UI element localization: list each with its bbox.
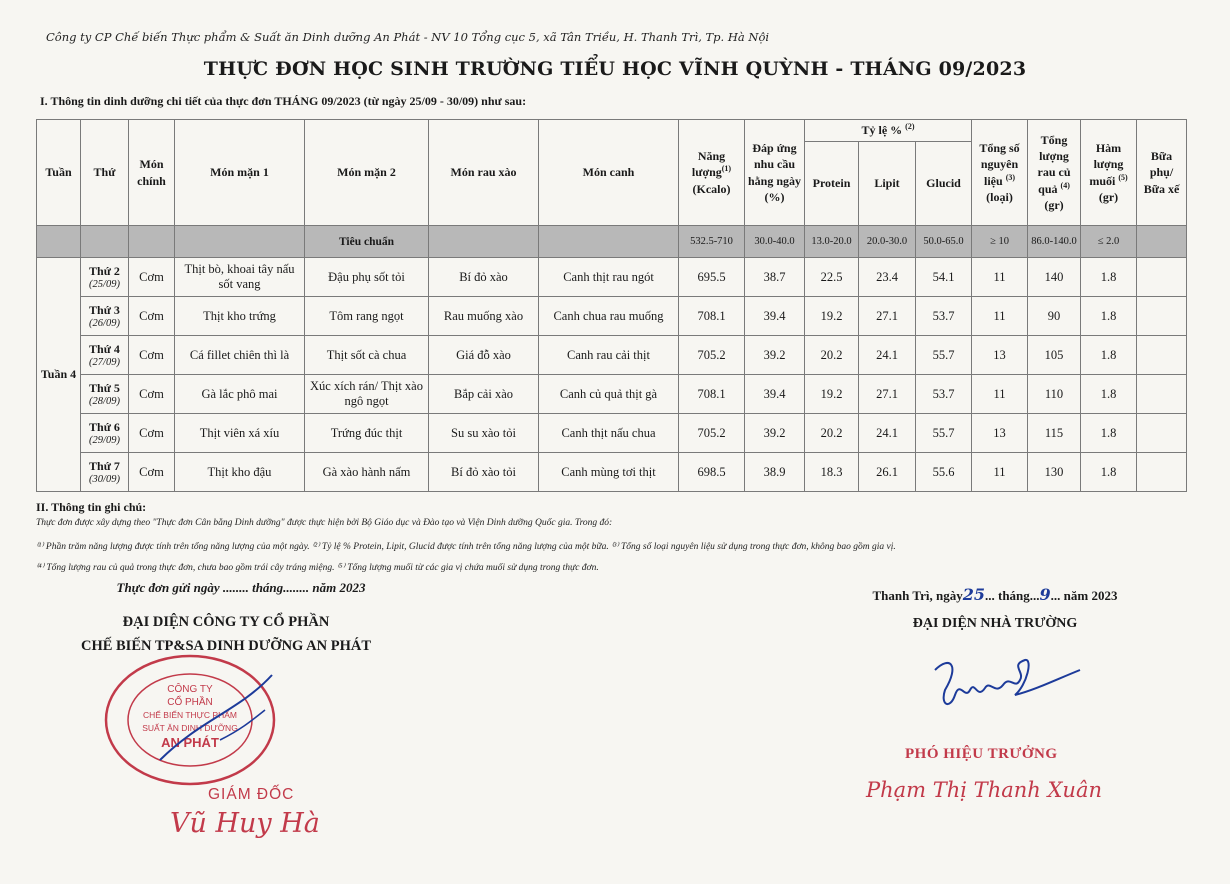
note-intro: Thực đơn được xây dựng theo "Thực đơn Cân bằng Dinh dưỡng" được thực hiện bởi Bộ Giáo dục và Đào tạo và Viện Dinh dưỡng Quốc gia. Trong đó: [36, 518, 613, 528]
day-cell: Thứ 3 (26/09) [81, 297, 129, 336]
ingredient-count-cell: 11 [972, 258, 1028, 297]
table-row [37, 414, 1187, 453]
svg-text:SUẤT ĂN DINH DƯỠNG: SUẤT ĂN DINH DƯỠNG [142, 723, 238, 733]
lipit-cell: 26.1 [859, 453, 916, 492]
stir-fry-vegetable-cell: Bí đỏ xào tỏi [429, 453, 539, 492]
company-stamp [100, 650, 280, 790]
menu-table [36, 119, 1187, 492]
header-mon-man-1: Món mặn 1 [175, 120, 305, 226]
savory-dish-2-cell: Tôm rang ngọt [305, 297, 429, 336]
stir-fry-vegetable-cell: Su su xào tỏi [429, 414, 539, 453]
glucid-cell: 55.7 [916, 336, 972, 375]
vegetable-amount-cell: 105 [1028, 336, 1081, 375]
main-dish-cell: Cơm [129, 258, 175, 297]
savory-dish-1-cell: Gà lắc phô mai [175, 375, 305, 414]
standard-lipit: 20.0-30.0 [859, 226, 916, 258]
vegetable-amount-cell: 140 [1028, 258, 1081, 297]
header-tong-so: Tổng số nguyên liệu $^{(3)}$ (loại) [972, 120, 1028, 226]
savory-dish-2-cell: Gà xào hành nấm [305, 453, 429, 492]
vegetable-amount-cell: 115 [1028, 414, 1081, 453]
protein-cell: 20.2 [805, 414, 859, 453]
energy-cell: 708.1 [679, 297, 745, 336]
snack-cell [1137, 414, 1187, 453]
snack-cell [1137, 297, 1187, 336]
protein-cell: 19.2 [805, 297, 859, 336]
svg-text:CHẾ BIẾN THỰC PHẨM: CHẾ BIẾN THỰC PHẨM [142, 710, 238, 720]
section-2-heading: II. Thông tin ghi chú: [36, 500, 147, 514]
handwritten-month: 9 [1039, 585, 1051, 604]
director-title: GIÁM ĐỐC [208, 786, 295, 803]
standard-dap-ung: 30.0-40.0 [745, 226, 805, 258]
header-protein: Protein [805, 142, 859, 226]
header-tuan: Tuần [37, 120, 81, 226]
svg-text:CÔNG TY: CÔNG TY [167, 684, 213, 695]
header-bua-phu: Bữa phụ/ Bữa xế [1137, 120, 1187, 226]
stir-fry-vegetable-cell: Giá đỗ xào [429, 336, 539, 375]
header-dap-ung: Đáp ứng nhu cầu hằng ngày (%) [745, 120, 805, 226]
header-mon-canh: Món canh [539, 120, 679, 226]
energy-cell: 698.5 [679, 453, 745, 492]
main-dish-cell: Cơm [129, 336, 175, 375]
snack-cell [1137, 336, 1187, 375]
ingredient-count-cell: 11 [972, 453, 1028, 492]
day-cell: Thứ 2 (25/09) [81, 258, 129, 297]
header-mon-chinh: Món chính [129, 120, 175, 226]
vice-principal-name: Phạm Thị Thanh Xuân [866, 778, 1102, 802]
table-row [37, 258, 1187, 297]
table-row [37, 297, 1187, 336]
salt-amount-cell: 1.8 [1081, 375, 1137, 414]
stir-fry-vegetable-cell: Bí đỏ xào [429, 258, 539, 297]
main-dish-cell: Cơm [129, 297, 175, 336]
snack-cell [1137, 453, 1187, 492]
director-name: Vũ Huy Hà [170, 808, 320, 839]
soup-cell: Canh củ quả thịt gà [539, 375, 679, 414]
school-representative: ĐẠI DIỆN NHÀ TRƯỜNG [912, 616, 1078, 631]
handwritten-day: 25 [962, 585, 985, 604]
savory-dish-1-cell: Thịt bò, khoai tây nấu sốt vang [175, 258, 305, 297]
snack-cell [1137, 258, 1187, 297]
header-ham-luong: Hàm lượng muối $^{(5)}$ (gr) [1081, 120, 1137, 226]
salt-amount-cell: 1.8 [1081, 414, 1137, 453]
standard-glucid: 50.0-65.0 [916, 226, 972, 258]
ingredient-count-cell: 11 [972, 297, 1028, 336]
section-1-heading: I. Thông tin dinh dưỡng chi tiết của thực đơn THÁNG 09/2023 (từ ngày 25/09 - 30/09) như sau: [40, 94, 527, 108]
stir-fry-vegetable-cell: Bắp cải xào [429, 375, 539, 414]
glucid-cell: 53.7 [916, 297, 972, 336]
standard-tong-so: ≥ 10 [972, 226, 1028, 258]
lipit-cell: 24.1 [859, 414, 916, 453]
company-line: Công ty CP Chế biến Thực phẩm & Suất ăn Dinh dưỡng An Phát - NV 10 Tổng cục 5, xã Tân Triều, H. Thanh Trì, Tp. Hà Nội [46, 30, 770, 44]
main-dish-cell: Cơm [129, 375, 175, 414]
glucid-cell: 53.7 [916, 375, 972, 414]
soup-cell: Canh thịt nấu chua [539, 414, 679, 453]
ingredient-count-cell: 13 [972, 414, 1028, 453]
daily-requirement-cell: 39.4 [745, 375, 805, 414]
standard-tong-rau: 86.0-140.0 [1028, 226, 1081, 258]
vegetable-amount-cell: 110 [1028, 375, 1081, 414]
table-row [37, 336, 1187, 375]
glucid-cell: 55.6 [916, 453, 972, 492]
soup-cell: Canh mùng tơi thịt [539, 453, 679, 492]
header-tong-rau: Tổng lượng rau củ quả $^{(4)}$ (gr) [1028, 120, 1081, 226]
savory-dish-2-cell: Thịt sốt cà chua [305, 336, 429, 375]
salt-amount-cell: 1.8 [1081, 453, 1137, 492]
salt-amount-cell: 1.8 [1081, 258, 1137, 297]
header-glucid: Glucid [916, 142, 972, 226]
soup-cell: Canh chua rau muống [539, 297, 679, 336]
lipit-cell: 27.1 [859, 375, 916, 414]
snack-cell [1137, 375, 1187, 414]
stir-fry-vegetable-cell: Rau muống xào [429, 297, 539, 336]
day-cell: Thứ 6 (29/09) [81, 414, 129, 453]
standard-nang-luong: 532.5-710 [679, 226, 745, 258]
protein-cell: 18.3 [805, 453, 859, 492]
main-dish-cell: Cơm [129, 414, 175, 453]
savory-dish-1-cell: Thịt kho trứng [175, 297, 305, 336]
protein-cell: 20.2 [805, 336, 859, 375]
day-cell: Thứ 7 (30/09) [81, 453, 129, 492]
header-nang-luong: Năng lượng$^{(1)}$ (Kcalo) [679, 120, 745, 226]
lipit-cell: 24.1 [859, 336, 916, 375]
vegetable-amount-cell: 90 [1028, 297, 1081, 336]
soup-cell: Canh thịt rau ngót [539, 258, 679, 297]
table-row [37, 375, 1187, 414]
header-thu: Thứ [81, 120, 129, 226]
table-row [37, 453, 1187, 492]
standard-ham-luong: ≤ 2.0 [1081, 226, 1137, 258]
lipit-cell: 27.1 [859, 297, 916, 336]
header-mon-man-2: Món mặn 2 [305, 120, 429, 226]
main-dish-cell: Cơm [129, 453, 175, 492]
header-lipit: Lipit [859, 142, 916, 226]
daily-requirement-cell: 39.2 [745, 336, 805, 375]
week-label: Tuần 4 [37, 258, 81, 492]
salt-amount-cell: 1.8 [1081, 336, 1137, 375]
daily-requirement-cell: 38.7 [745, 258, 805, 297]
glucid-cell: 55.7 [916, 414, 972, 453]
protein-cell: 22.5 [805, 258, 859, 297]
energy-cell: 695.5 [679, 258, 745, 297]
company-representative: ĐẠI DIỆN CÔNG TY CỔ PHẦN CHẾ BIẾN TP&SA DINH DƯỠNG AN PHÁT [80, 614, 372, 654]
ingredient-count-cell: 11 [972, 375, 1028, 414]
lipit-cell: 23.4 [859, 258, 916, 297]
standard-protein: 13.0-20.0 [805, 226, 859, 258]
vegetable-amount-cell: 130 [1028, 453, 1081, 492]
savory-dish-1-cell: Thịt viên xá xíu [175, 414, 305, 453]
savory-dish-2-cell: Xúc xích rán/ Thịt xào ngô ngọt [305, 375, 429, 414]
sent-date-line: Thực đơn gửi ngày ........ tháng........ năm 2023 [116, 580, 366, 595]
savory-dish-2-cell: Trứng đúc thịt [305, 414, 429, 453]
energy-cell: 708.1 [679, 375, 745, 414]
salt-amount-cell: 1.8 [1081, 297, 1137, 336]
place-date-line: Thanh Trì, ngày25... tháng...9... năm 2023 [872, 585, 1118, 604]
note-footnotes-4-5: ⁽⁴⁾ Tổng lượng rau củ quả trong thực đơn, chưa bao gồm trái cây tráng miệng. ⁽⁵⁾ Tổng lượng muối từ các gia vị chứa muối sử dụng trong thực đơn. [36, 563, 599, 573]
svg-text:AN PHÁT: AN PHÁT [161, 735, 219, 750]
soup-cell: Canh rau cải thịt [539, 336, 679, 375]
day-cell: Thứ 5 (28/09) [81, 375, 129, 414]
savory-dish-2-cell: Đậu phụ sốt tỏi [305, 258, 429, 297]
document-title: THỰC ĐƠN HỌC SINH TRƯỜNG TIỂU HỌC VĨNH QUỲNH - THÁNG 09/2023 [203, 58, 1027, 80]
svg-text:CỔ PHẦN: CỔ PHẦN [167, 697, 213, 708]
energy-cell: 705.2 [679, 414, 745, 453]
day-cell: Thứ 4 (27/09) [81, 336, 129, 375]
ingredient-count-cell: 13 [972, 336, 1028, 375]
vice-principal-signature [915, 650, 1085, 730]
glucid-cell: 54.1 [916, 258, 972, 297]
daily-requirement-cell: 39.2 [745, 414, 805, 453]
energy-cell: 705.2 [679, 336, 745, 375]
savory-dish-1-cell: Thịt kho đậu [175, 453, 305, 492]
protein-cell: 19.2 [805, 375, 859, 414]
standard-row [37, 226, 1187, 258]
header-ty-le: Tỷ lệ % $^{(2)}$ [805, 120, 972, 142]
header-mon-rau-xao: Món rau xào [429, 120, 539, 226]
daily-requirement-cell: 39.4 [745, 297, 805, 336]
school-signature-block [850, 585, 1140, 632]
note-footnotes-1-3: ⁽¹⁾ Phần trăm năng lượng được tính trên tổng năng lượng của một ngày. ⁽²⁾ Tỷ lệ % Protein, Lipit, Glucid được tính trên tổng năng lượng của một bữa. ⁽³⁾ Tổng số loại nguyên liệu sử dụng trong thực đơn, không bao gồm gia vị. [36, 542, 896, 552]
vice-principal-title: PHÓ HIỆU TRƯỞNG [905, 746, 1058, 762]
daily-requirement-cell: 38.9 [745, 453, 805, 492]
standard-label: Tiêu chuẩn [305, 226, 429, 258]
savory-dish-1-cell: Cá fillet chiên thì là [175, 336, 305, 375]
